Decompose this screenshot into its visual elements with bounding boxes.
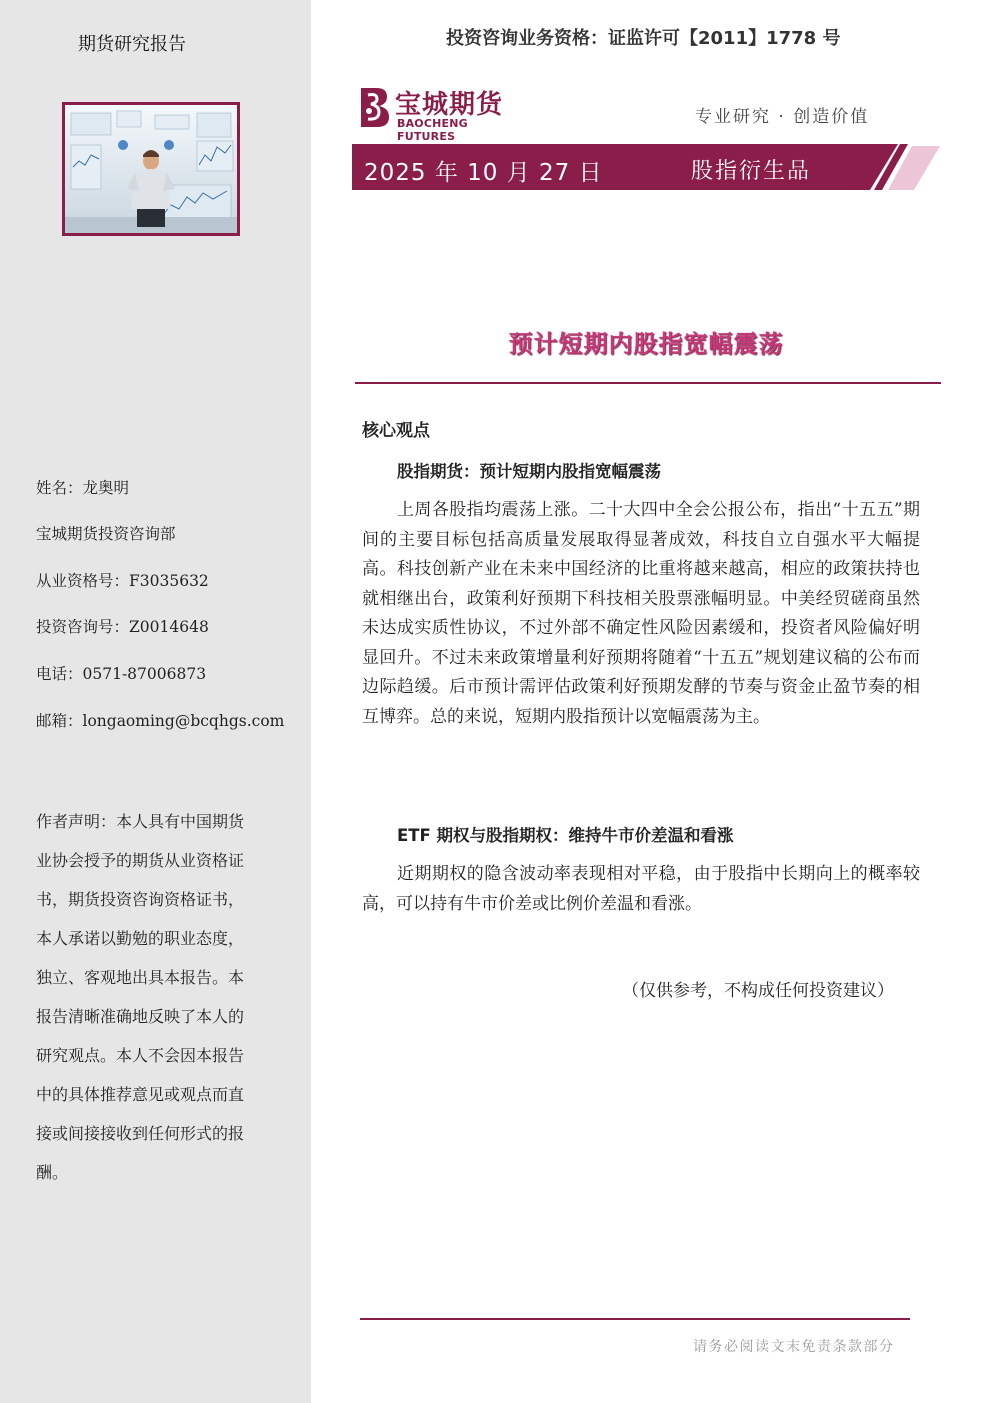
title-divider	[355, 382, 941, 384]
logo-mark-icon	[355, 84, 393, 130]
logo-chinese-name: 宝城期货	[395, 90, 504, 120]
statement-line: 酬。	[36, 1163, 69, 1182]
logo-english-name: BAOCHENG FUTURES	[397, 117, 468, 143]
core-heading: 核心观点	[362, 421, 430, 441]
author-name: 姓名：龙奥明	[36, 479, 130, 497]
section-heading-options: ETF 期权与股指期权：维持牛市价差温和看涨	[397, 826, 734, 845]
statement-line: 中的具体推荐意见或观点而直	[36, 1085, 245, 1104]
consulting-license: 投资咨询号：Z0014648	[36, 618, 209, 636]
statement-line: 本人承诺以勤勉的职业态度，	[36, 929, 245, 948]
department: 宝城期货投资咨询部	[36, 525, 176, 543]
practice-license: 从业资格号：F3035632	[36, 572, 209, 590]
section-body-futures: 上周各股指均震荡上涨。二十大四中全会公报公布，指出“十五五”期间的主要目标包括高质量发展取得显著成效，科技自立自强水平大幅提高。科技创新产业在未来中国经济的比重将越来越高，相应的政策扶持也就相继出台，政策利好预期下科技相关股票涨幅明显。中美经贸磋商虽然未达成实质性协议，不过外部不确定性风险因素缓和，投资者风险偏好明显回升。不过未来政策增量利好预期将随着“十五五”规划建议稿的公布而边际趋缓。后市预计需评估政策利好预期发酵的节奏与资金止盈节奏的相互博弈。总的来说，短期内股指预计以宽幅震荡为主。	[362, 500, 920, 727]
report-category: 股指衍生品	[691, 159, 812, 184]
qualification-line: 投资咨询业务资格：证监许可【2011】1778 号	[446, 28, 841, 49]
report-title: 预计短期内股指宽幅震荡	[508, 330, 784, 358]
footer-disclaimer-note: 请务必阅读文末免责条款部分	[693, 1339, 895, 1355]
statement-line: 接或间接接收到任何形式的报	[36, 1124, 245, 1143]
statement-line: 书，期货投资咨询资格证书，	[36, 890, 245, 909]
author-statement	[36, 802, 268, 1192]
reference-note: （仅供参考，不构成任何投资建议）	[622, 981, 894, 1001]
email: 邮箱：longaoming@bcqhgs.com	[36, 712, 285, 730]
report-type-label: 期货研究报告	[78, 34, 186, 55]
statement-line: 报告清晰准确地反映了本人的	[36, 1007, 245, 1026]
statement-line: 独立、客观地出具本报告。本	[36, 968, 245, 987]
section-heading-futures: 股指期货：预计短期内股指宽幅震荡	[397, 462, 661, 481]
statement-line: 业协会授予的期货从业资格证	[36, 851, 245, 870]
company-logo	[355, 84, 525, 143]
slogan: 专业研究 · 创造价值	[695, 107, 870, 127]
sidebar	[0, 0, 311, 1403]
statement-line: 研究观点。本人不会因本报告	[36, 1046, 245, 1065]
phone: 电话：0571-87006873	[36, 665, 207, 683]
cover-photo	[62, 102, 240, 236]
report-date: 2025 年 10 月 27 日	[364, 160, 603, 186]
businessman-charts-image	[65, 105, 237, 233]
section-body-options: 近期期权的隐含波动率表现相对平稳，由于股指中长期向上的概率较高，可以持有牛市价差或比例价差温和看涨。	[362, 864, 920, 914]
statement-line: 作者声明：本人具有中国期货	[36, 812, 245, 831]
footer-divider	[360, 1318, 910, 1320]
